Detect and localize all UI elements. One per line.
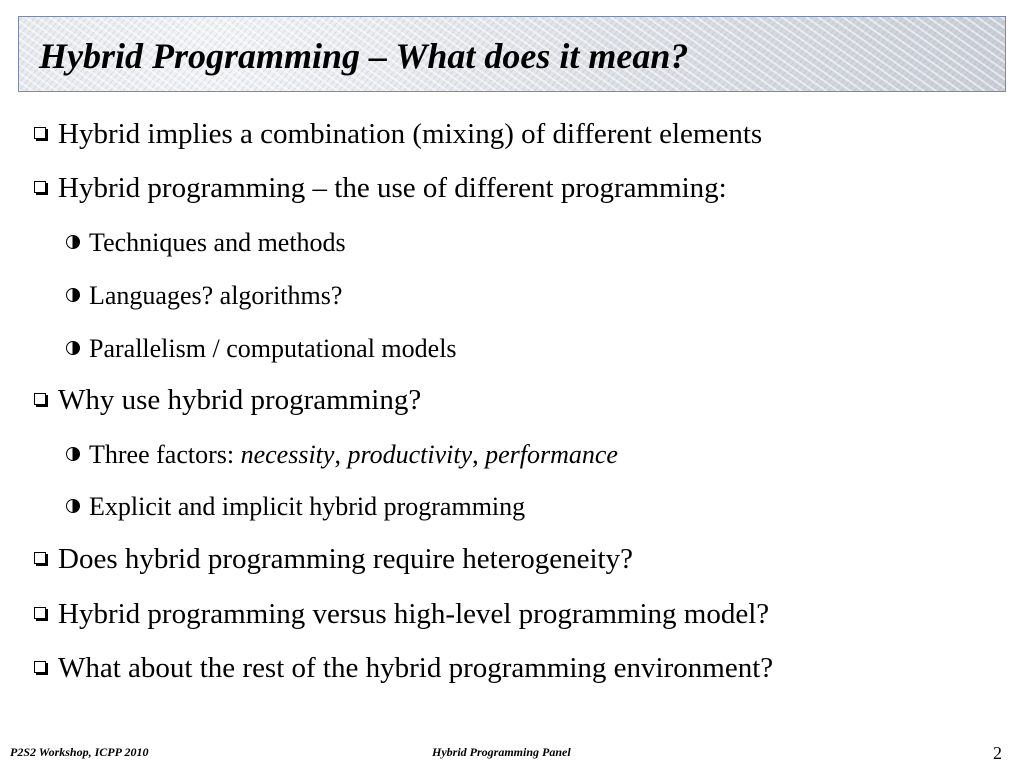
factor-separator: , — [472, 440, 486, 469]
bullet-text: What about the rest of the hybrid programming environment? — [58, 652, 774, 684]
bullet-text: Why use hybrid programming? — [58, 384, 422, 416]
sub-bullet-explicit-implicit — [66, 492, 525, 522]
bullet-text: Hybrid programming – the use of different programming: — [58, 172, 727, 204]
bullet-3 — [34, 384, 421, 417]
bullet-text: Hybrid programming versus high-level programming model? — [58, 598, 770, 630]
bullet-text: Hybrid implies a combination (mixing) of different elements — [58, 118, 763, 150]
half-circle-bullet-icon — [66, 341, 80, 355]
factor-separator: , — [334, 440, 348, 469]
square-bullet-icon — [34, 127, 46, 139]
title-banner — [18, 16, 1006, 92]
bullet-6 — [34, 652, 773, 685]
slide-title: Hybrid Programming – What does it mean? — [39, 36, 689, 76]
bullet-5 — [34, 598, 769, 631]
footer-center: Hybrid Programming Panel — [432, 745, 571, 759]
square-bullet-icon — [34, 393, 46, 405]
sub-bullet-text: Explicit and implicit hybrid programming — [89, 492, 526, 521]
factor-performance: performance — [485, 440, 618, 469]
page-number: 2 — [993, 743, 1002, 763]
square-bullet-icon — [34, 181, 46, 193]
bullet-4 — [34, 543, 633, 576]
bullet-2 — [34, 172, 727, 205]
factor-productivity: productivity — [347, 440, 473, 469]
half-circle-bullet-icon — [66, 447, 80, 461]
sub-bullet-text: Parallelism / computational models — [89, 334, 457, 363]
bullet-text: Does hybrid programming require heterogeneity? — [58, 543, 633, 575]
half-circle-bullet-icon — [66, 499, 80, 513]
half-circle-bullet-icon — [66, 235, 80, 249]
factors-prefix: Three factors: — [89, 440, 241, 469]
sub-bullet-text: Techniques and methods — [89, 228, 346, 257]
half-circle-bullet-icon — [66, 288, 80, 302]
sub-bullet-text: Languages? algorithms? — [89, 281, 343, 310]
square-bullet-icon — [34, 552, 46, 564]
sub-bullet-techniques — [66, 228, 346, 258]
bullet-1 — [34, 118, 762, 151]
sub-bullet-three-factors — [66, 440, 618, 470]
square-bullet-icon — [34, 661, 46, 673]
footer-left: P2S2 Workshop, ICPP 2010 — [10, 745, 149, 759]
sub-bullet-parallelism — [66, 334, 457, 364]
sub-bullet-languages — [66, 281, 342, 311]
factor-necessity: necessity — [240, 440, 335, 469]
square-bullet-icon — [34, 607, 46, 619]
